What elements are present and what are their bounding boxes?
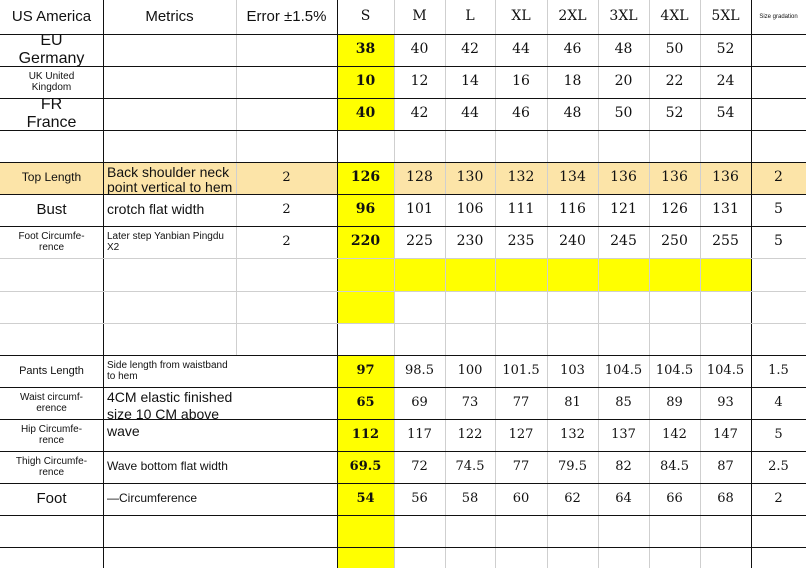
header-metrics: Metrics: [145, 7, 194, 25]
top-row-gradation: 5: [774, 201, 783, 218]
header-region: US America: [11, 7, 92, 25]
pants-row-value: 101.5: [502, 362, 540, 378]
pants-row-value: 56: [411, 490, 428, 506]
region-value: 48: [563, 105, 582, 122]
pants-row-value: 81: [564, 394, 581, 410]
grid-hline: [0, 258, 806, 259]
top-row-value: 250: [661, 233, 688, 250]
region-value: 16: [512, 73, 530, 90]
pants-row-value: 77: [512, 458, 530, 474]
region-value: 42: [461, 41, 479, 58]
pants-row-label: Thigh Circumfe-rence: [15, 456, 88, 478]
header-size-m: M: [412, 8, 427, 25]
pants-row-metric: Wave bottom flat width: [107, 459, 228, 474]
top-row-value: 235: [507, 233, 535, 250]
top-row-metric: Later step Yanbian Pingdu X2: [107, 231, 224, 253]
pants-row-value: 93: [717, 394, 734, 410]
region-value: 42: [410, 105, 429, 122]
pants-row-value: 66: [666, 490, 683, 506]
top-row-label: Top Length: [21, 170, 82, 185]
region-value: 40: [410, 41, 429, 58]
top-row-value: 225: [406, 233, 433, 250]
pants-row-value: 103: [560, 362, 585, 378]
top-row-value: 126: [350, 169, 381, 186]
pants-row-label: Hip Circumfe-rence: [20, 424, 83, 446]
pants-row-value: 60: [512, 490, 530, 506]
region-value: 54: [716, 105, 735, 122]
pants-row-value: 77: [512, 394, 530, 410]
top-row-error: 2: [282, 169, 291, 185]
pants-row-metric: 4CM elastic finished size 10 CM above wave: [107, 389, 233, 439]
pants-row-gradation: 2: [774, 490, 783, 506]
pants-row-value: 98.5: [405, 362, 434, 378]
header-error: Error ±1.5%: [246, 7, 327, 25]
header-gradation: Size gradation: [759, 13, 798, 20]
region-value: 50: [614, 105, 633, 122]
region-value: 52: [665, 105, 684, 122]
pants-row-value: 89: [666, 394, 683, 410]
pants-row-value: 82: [615, 458, 632, 474]
region-value: 18: [563, 73, 582, 90]
pants-row-metric: —Circumference: [107, 491, 198, 506]
pants-row-value: 85: [615, 394, 632, 410]
pants-row-value: 64: [615, 490, 632, 506]
top-row-value: 116: [559, 201, 586, 218]
top-row-label: Foot Circumfe-rence: [18, 231, 85, 253]
grid-hline: [0, 323, 806, 324]
top-row-gradation: 2: [774, 169, 783, 186]
region-label: EU Germany: [18, 34, 85, 66]
top-row-value: 106: [456, 201, 484, 218]
grid-hline: [0, 291, 806, 292]
region-value: 10: [355, 73, 376, 90]
header-size-xl: XL: [511, 8, 531, 25]
pants-row-value: 79.5: [558, 458, 587, 474]
top-row-value: 240: [559, 233, 586, 250]
region-value: 12: [410, 73, 429, 90]
pants-row-value: 87: [717, 458, 734, 474]
pants-row-value: 73: [461, 394, 479, 410]
top-row-value: 111: [507, 201, 535, 218]
region-value: 24: [716, 73, 735, 90]
pants-row-value: 58: [461, 490, 479, 506]
pants-row-value: 112: [351, 426, 380, 442]
top-row-label: Bust: [36, 200, 67, 218]
pants-row-value: 147: [713, 426, 738, 442]
region-value: 38: [355, 41, 376, 58]
pants-row-value: 97: [356, 362, 375, 378]
top-row-value: 245: [610, 233, 637, 250]
top-row-value: 136: [712, 169, 739, 186]
top-row-value: 255: [712, 233, 739, 250]
top-row-metric: crotch flat width: [107, 201, 205, 218]
top-row-value: 130: [456, 169, 484, 186]
grid-hline: [0, 515, 806, 516]
header-size-3xl: 3XL: [609, 8, 638, 25]
header-size-2xl: 2XL: [558, 8, 587, 25]
pants-row-value: 100: [457, 362, 483, 378]
top-row-value: 134: [559, 169, 586, 186]
pants-row-value: 132: [560, 426, 585, 442]
grid-hline: [0, 547, 806, 548]
pants-row-gradation: 1.5: [768, 362, 789, 378]
pants-row-value: 74.5: [455, 458, 485, 474]
top-row-value: 96: [355, 201, 376, 218]
header-size-l: L: [465, 8, 475, 25]
region-value: 20: [614, 73, 633, 90]
pants-row-value: 65: [356, 394, 375, 410]
top-row-metric: Back shoulder neck point vertical to hem: [107, 164, 233, 196]
top-row-error: 2: [282, 201, 291, 217]
pants-row-value: 122: [457, 426, 483, 442]
region-value: 22: [665, 73, 684, 90]
pants-row-value: 72: [411, 458, 428, 474]
region-value: 48: [614, 41, 633, 58]
pants-row-value: 127: [508, 426, 534, 442]
pants-row-value: 68: [717, 490, 734, 506]
top-row-gradation: 5: [774, 233, 783, 250]
pants-row-gradation: 2.5: [768, 458, 789, 474]
top-row-value: 101: [406, 201, 433, 218]
top-row-value: 126: [661, 201, 688, 218]
header-size-4xl: 4XL: [660, 8, 689, 25]
header-size-s: S: [360, 8, 371, 25]
pants-row-value: 137: [611, 426, 636, 442]
pants-row-value: 104.5: [604, 362, 643, 378]
pants-row-value: 84.5: [660, 458, 689, 474]
region-value: 40: [355, 105, 376, 122]
pants-row-metric: Side length from waistband to hem: [107, 360, 228, 382]
region-value: 44: [512, 41, 530, 58]
pants-row-label: Foot: [36, 489, 67, 507]
top-row-value: 121: [610, 201, 637, 218]
top-row-value: 136: [610, 169, 637, 186]
pants-row-value: 117: [407, 426, 432, 442]
header-size-5xl: 5XL: [711, 8, 740, 25]
top-row-value: 132: [507, 169, 535, 186]
top-row-error: 2: [282, 233, 291, 249]
region-value: 52: [716, 41, 735, 58]
grid-hline: [0, 130, 806, 131]
region-label: UK United Kingdom: [28, 71, 75, 93]
pants-row-gradation: 5: [774, 426, 783, 442]
pants-row-value: 69.5: [349, 458, 382, 474]
yellow-bar: [337, 258, 751, 291]
region-value: 46: [563, 41, 582, 58]
yellow-bar-stub: [337, 291, 394, 323]
pants-row-value: 104.5: [706, 362, 745, 378]
pants-row-value: 69: [411, 394, 428, 410]
pants-row-value: 142: [662, 426, 687, 442]
top-row-value: 136: [661, 169, 688, 186]
region-value: 44: [461, 105, 479, 122]
region-value: 46: [512, 105, 530, 122]
top-row-value: 131: [712, 201, 739, 218]
region-value: 14: [461, 73, 479, 90]
pants-row-label: Pants Length: [19, 364, 84, 377]
pants-row-gradation: 4: [774, 394, 783, 410]
top-row-value: 128: [406, 169, 433, 186]
region-value: 50: [665, 41, 684, 58]
pants-row-value: 62: [564, 490, 581, 506]
pants-row-value: 104.5: [655, 362, 694, 378]
region-label: FR France: [26, 98, 77, 130]
pants-row-value: 54: [356, 490, 375, 506]
top-row-value: 220: [350, 233, 381, 250]
top-row-value: 230: [456, 233, 484, 250]
pants-row-label: Waist circumf-erence: [20, 392, 83, 414]
